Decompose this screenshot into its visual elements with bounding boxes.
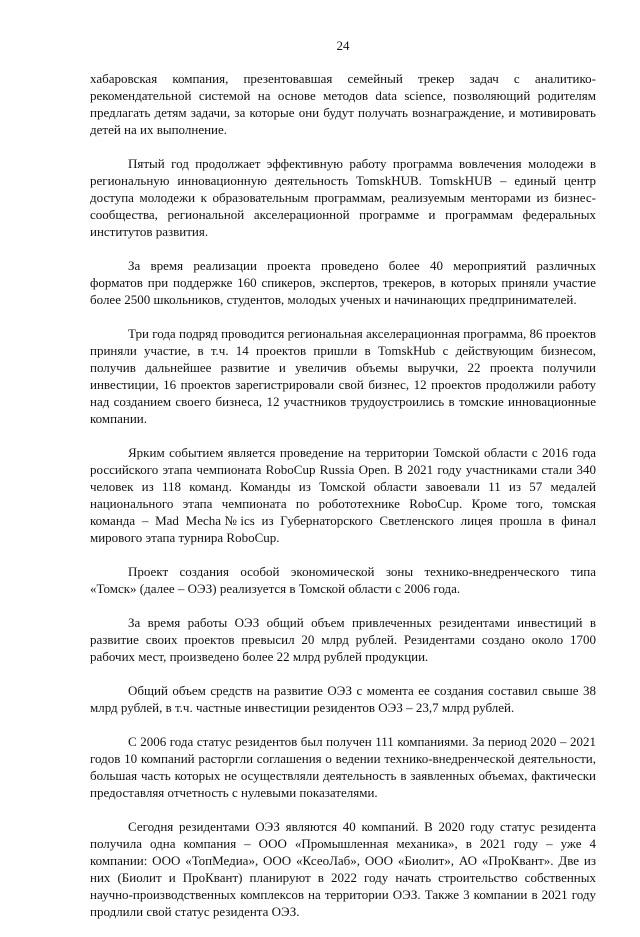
paragraph-project-events: За время реализации проекта проведено более 40 мероприятий различных форматов при поддержке 160 спикеров, экспертов, трекеров, в которых приняли участие более 2500 школьников, студентов, молодых ученых и начинающих предпринимателей.: [90, 258, 596, 307]
paragraph-tomskhub: Пятый год продолжает эффективную работу программа вовлечения молодежи в региональную инновационную деятельность TomskHUB. TomskHUB – единый центр доступа молодежи к образовательным программам, реализуемым менторами из бизнес-сообщества, региональной акселерационной программе и программам федеральных институтов развития.: [90, 156, 596, 239]
document-body: [90, 70, 596, 937]
page-number: 24: [336, 38, 350, 53]
paragraph-robocup: Ярким событием является проведение на территории Томской области с 2016 года российского этапа чемпионата RoboCup Russia Open. В 2021 году участниками стали 340 человек из 118 команд. Команды из Томской области завоевали 11 из 57 медалей национального этапа чемпионата по робототехнике RoboCup. Кроме того, томская команда – Mad Mecha№ics из Губернаторского Светленского лицея прошла в финал мирового этапа турнира RoboCup.: [90, 445, 596, 545]
paragraph-current-residents: Сегодня резидентами ОЭЗ являются 40 компаний. В 2020 году статус резидента получила одна компания – ООО «Промышленная механика», в 2021 году – уже 4 компании: ООО «ТопМедиа», ООО «КсеоЛаб», ООО «Биолит», АО «ПроКвант». Две из них (Биолит и ПроКвант) планируют в 2022 году начать строительство собственных научно-производственных комплексов на территории ОЭЗ. Также 3 компании в 2021 году продлили свой статус резидента ОЭЗ.: [90, 819, 596, 919]
paragraph-sez-investments: За время работы ОЭЗ общий объем привлеченных резидентами инвестиций в развитие своих проектов превысил 20 млрд рублей. Резидентами создано около 1700 рабочих мест, произведено более 22 млрд рублей продукции.: [90, 615, 596, 664]
paragraph-continuation: хабаровская компания, презентовавшая семейный трекер задач с аналитико-рекомендательной системой на основе методов data science, позволяющий родителям предлагать детям задачи, за которые они будут получать вознаграждение, и мотивировать детей на их выполнение.: [90, 71, 596, 137]
paragraph-sez-project: Проект создания особой экономической зоны технико-внедренческого типа «Томск» (далее – ОЭЗ) реализуется в Томской области с 2006 года.: [90, 564, 596, 596]
paragraph-acceleration-program: Три года подряд проводится региональная акселерационная программа, 86 проектов приняли участие, в т.ч. 14 проектов пришли в TomskHub с действующим бизнесом, получив дальнейшее развитие и увеличив объемы выручки, 22 проекта получили инвестиции, 16 проектов зарегистрировали свой бизнес, 12 проектов продолжили работу над созданием своего бизнеса, 12 участников трудоустроились в томские инновационные компании.: [90, 326, 596, 426]
paragraph-sez-funding: Общий объем средств на развитие ОЭЗ с момента ее создания составил свыше 38 млрд рублей, в т.ч. частные инвестиции резидентов ОЭЗ – 23,7 млрд рублей.: [90, 683, 596, 715]
document-page: [90, 0, 596, 919]
paragraph-residents-history: С 2006 года статус резидентов был получен 111 компаниями. За период 2020 – 2021 годов 10 компаний расторгли соглашения о ведении технико-внедренческой деятельности, большая часть которых не осуществляли деятельность в заявленных объемах, фактически предоставляя отчетность с нулевыми показателями.: [90, 734, 596, 800]
